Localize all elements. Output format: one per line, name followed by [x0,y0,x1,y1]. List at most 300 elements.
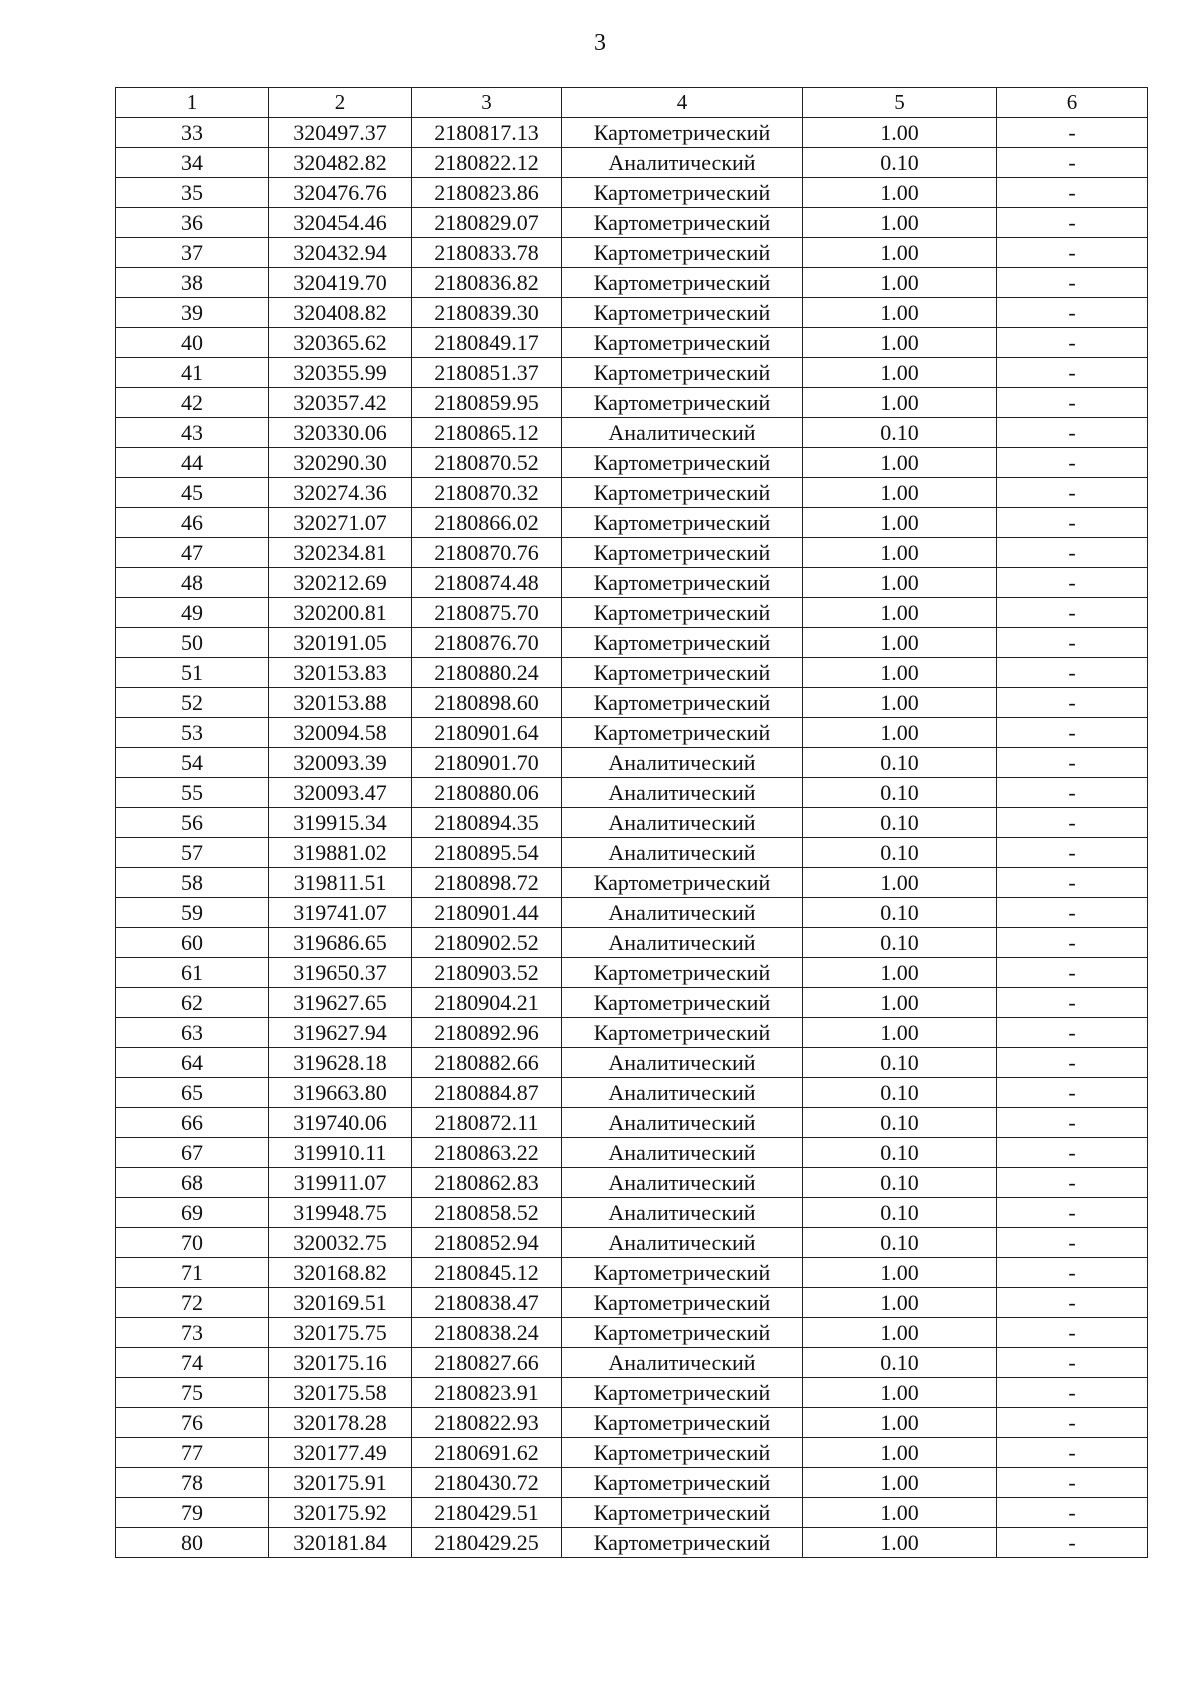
y-coordinate-cell: 2180884.87 [412,1078,562,1108]
method-cell: Аналитический [562,808,803,838]
y-coordinate-cell: 2180895.54 [412,838,562,868]
method-cell: Аналитический [562,898,803,928]
accuracy-cell: 1.00 [803,178,997,208]
table-row [116,928,1148,958]
method-cell: Картометрический [562,1498,803,1528]
accuracy-cell: 1.00 [803,568,997,598]
accuracy-cell: 1.00 [803,388,997,418]
table-row [116,598,1148,628]
table-row [116,1108,1148,1138]
x-coordinate-cell: 319650.37 [269,958,412,988]
y-coordinate-cell: 2180870.52 [412,448,562,478]
page-number: 3 [594,30,606,56]
method-cell: Картометрический [562,1018,803,1048]
note-cell: - [997,748,1148,778]
note-cell: - [997,898,1148,928]
y-coordinate-cell: 2180892.96 [412,1018,562,1048]
table-row [116,1378,1148,1408]
accuracy-cell: 1.00 [803,628,997,658]
y-coordinate-cell: 2180822.93 [412,1408,562,1438]
y-coordinate-cell: 2180822.12 [412,148,562,178]
accuracy-cell: 1.00 [803,238,997,268]
table-row [116,1288,1148,1318]
point-number-cell: 77 [116,1438,269,1468]
accuracy-cell: 1.00 [803,1438,997,1468]
x-coordinate-cell: 320175.58 [269,1378,412,1408]
point-number-cell: 46 [116,508,269,538]
accuracy-cell: 0.10 [803,808,997,838]
accuracy-cell: 0.10 [803,898,997,928]
table-row [116,688,1148,718]
y-coordinate-cell: 2180880.06 [412,778,562,808]
point-number-cell: 60 [116,928,269,958]
x-coordinate-cell: 319911.07 [269,1168,412,1198]
note-cell: - [997,958,1148,988]
y-coordinate-cell: 2180875.70 [412,598,562,628]
note-cell: - [997,298,1148,328]
note-cell: - [997,688,1148,718]
y-coordinate-cell: 2180882.66 [412,1048,562,1078]
y-coordinate-cell: 2180429.51 [412,1498,562,1528]
point-number-cell: 33 [116,118,269,148]
method-cell: Аналитический [562,1048,803,1078]
y-coordinate-cell: 2180874.48 [412,568,562,598]
table-row [116,538,1148,568]
y-coordinate-cell: 2180901.70 [412,748,562,778]
point-number-cell: 62 [116,988,269,1018]
note-cell: - [997,628,1148,658]
table-row [116,1498,1148,1528]
point-number-cell: 71 [116,1258,269,1288]
note-cell: - [997,1258,1148,1288]
column-header: 2 [269,88,412,118]
method-cell: Картометрический [562,1378,803,1408]
y-coordinate-cell: 2180901.64 [412,718,562,748]
method-cell: Аналитический [562,1078,803,1108]
note-cell: - [997,118,1148,148]
table-row [116,808,1148,838]
point-number-cell: 52 [116,688,269,718]
x-coordinate-cell: 320355.99 [269,358,412,388]
accuracy-cell: 1.00 [803,1468,997,1498]
note-cell: - [997,1228,1148,1258]
method-cell: Аналитический [562,1348,803,1378]
x-coordinate-cell: 320181.84 [269,1528,412,1558]
method-cell: Картометрический [562,208,803,238]
point-number-cell: 67 [116,1138,269,1168]
accuracy-cell: 1.00 [803,1528,997,1558]
table-row [116,838,1148,868]
method-cell: Картометрический [562,1258,803,1288]
method-cell: Картометрический [562,628,803,658]
y-coordinate-cell: 2180823.86 [412,178,562,208]
method-cell: Аналитический [562,778,803,808]
x-coordinate-cell: 320454.46 [269,208,412,238]
table-row [116,1168,1148,1198]
method-cell: Картометрический [562,358,803,388]
accuracy-cell: 0.10 [803,1198,997,1228]
note-cell: - [997,358,1148,388]
y-coordinate-cell: 2180838.24 [412,1318,562,1348]
note-cell: - [997,538,1148,568]
note-cell: - [997,658,1148,688]
point-number-cell: 43 [116,418,269,448]
accuracy-cell: 1.00 [803,1498,997,1528]
point-number-cell: 50 [116,628,269,658]
note-cell: - [997,238,1148,268]
note-cell: - [997,1108,1148,1138]
y-coordinate-cell: 2180902.52 [412,928,562,958]
accuracy-cell: 1.00 [803,1018,997,1048]
table-body [116,88,1148,1558]
x-coordinate-cell: 320274.36 [269,478,412,508]
method-cell: Картометрический [562,328,803,358]
method-cell: Картометрический [562,178,803,208]
point-number-cell: 64 [116,1048,269,1078]
point-number-cell: 44 [116,448,269,478]
note-cell: - [997,1498,1148,1528]
table-row [116,1318,1148,1348]
point-number-cell: 49 [116,598,269,628]
table-row [116,448,1148,478]
point-number-cell: 73 [116,1318,269,1348]
y-coordinate-cell: 2180827.66 [412,1348,562,1378]
method-cell: Аналитический [562,928,803,958]
x-coordinate-cell: 320175.92 [269,1498,412,1528]
y-coordinate-cell: 2180858.52 [412,1198,562,1228]
table-row [116,1018,1148,1048]
method-cell: Картометрический [562,868,803,898]
point-number-cell: 68 [116,1168,269,1198]
point-number-cell: 76 [116,1408,269,1438]
x-coordinate-cell: 320191.05 [269,628,412,658]
note-cell: - [997,1138,1148,1168]
table-row [116,268,1148,298]
accuracy-cell: 0.10 [803,148,997,178]
method-cell: Аналитический [562,1108,803,1138]
method-cell: Картометрический [562,658,803,688]
table-row [116,778,1148,808]
table-row [116,1348,1148,1378]
y-coordinate-cell: 2180833.78 [412,238,562,268]
note-cell: - [997,778,1148,808]
point-number-cell: 40 [116,328,269,358]
note-cell: - [997,328,1148,358]
note-cell: - [997,1288,1148,1318]
note-cell: - [997,988,1148,1018]
point-number-cell: 48 [116,568,269,598]
table-row [116,628,1148,658]
table-row [116,298,1148,328]
note-cell: - [997,808,1148,838]
column-header: 5 [803,88,997,118]
table-row [116,898,1148,928]
accuracy-cell: 1.00 [803,1288,997,1318]
note-cell: - [997,508,1148,538]
table-header-row [116,88,1148,118]
x-coordinate-cell: 320177.49 [269,1438,412,1468]
y-coordinate-cell: 2180817.13 [412,118,562,148]
method-cell: Аналитический [562,1168,803,1198]
point-number-cell: 56 [116,808,269,838]
accuracy-cell: 0.10 [803,1228,997,1258]
accuracy-cell: 1.00 [803,358,997,388]
method-cell: Картометрический [562,598,803,628]
table-row [116,238,1148,268]
method-cell: Аналитический [562,418,803,448]
accuracy-cell: 1.00 [803,1258,997,1288]
method-cell: Картометрический [562,1408,803,1438]
x-coordinate-cell: 320290.30 [269,448,412,478]
table-row [116,568,1148,598]
point-number-cell: 74 [116,1348,269,1378]
x-coordinate-cell: 320365.62 [269,328,412,358]
method-cell: Картометрический [562,1528,803,1558]
x-coordinate-cell: 320153.83 [269,658,412,688]
x-coordinate-cell: 320330.06 [269,418,412,448]
x-coordinate-cell: 319910.11 [269,1138,412,1168]
table-row [116,1258,1148,1288]
method-cell: Аналитический [562,748,803,778]
y-coordinate-cell: 2180430.72 [412,1468,562,1498]
x-coordinate-cell: 320175.75 [269,1318,412,1348]
x-coordinate-cell: 319915.34 [269,808,412,838]
y-coordinate-cell: 2180880.24 [412,658,562,688]
table-row [116,958,1148,988]
table-row [116,1468,1148,1498]
point-number-cell: 66 [116,1108,269,1138]
note-cell: - [997,1528,1148,1558]
method-cell: Картометрический [562,268,803,298]
point-number-cell: 65 [116,1078,269,1108]
method-cell: Аналитический [562,1228,803,1258]
method-cell: Картометрический [562,238,803,268]
x-coordinate-cell: 320234.81 [269,538,412,568]
table-row [116,868,1148,898]
x-coordinate-cell: 320357.42 [269,388,412,418]
point-number-cell: 58 [116,868,269,898]
y-coordinate-cell: 2180898.60 [412,688,562,718]
method-cell: Картометрический [562,118,803,148]
accuracy-cell: 0.10 [803,748,997,778]
accuracy-cell: 0.10 [803,1048,997,1078]
table-row [116,658,1148,688]
table-row [116,1438,1148,1468]
note-cell: - [997,178,1148,208]
accuracy-cell: 0.10 [803,1348,997,1378]
y-coordinate-cell: 2180903.52 [412,958,562,988]
note-cell: - [997,388,1148,418]
table-row [116,1408,1148,1438]
x-coordinate-cell: 320419.70 [269,268,412,298]
table-row [116,1198,1148,1228]
method-cell: Картометрический [562,688,803,718]
accuracy-cell: 1.00 [803,1318,997,1348]
note-cell: - [997,1048,1148,1078]
point-number-cell: 41 [116,358,269,388]
point-number-cell: 55 [116,778,269,808]
note-cell: - [997,418,1148,448]
x-coordinate-cell: 319628.18 [269,1048,412,1078]
x-coordinate-cell: 320476.76 [269,178,412,208]
x-coordinate-cell: 320482.82 [269,148,412,178]
note-cell: - [997,568,1148,598]
method-cell: Картометрический [562,1288,803,1318]
method-cell: Картометрический [562,478,803,508]
table-row [116,388,1148,418]
table-row [116,478,1148,508]
x-coordinate-cell: 320032.75 [269,1228,412,1258]
x-coordinate-cell: 319686.65 [269,928,412,958]
note-cell: - [997,478,1148,508]
y-coordinate-cell: 2180870.32 [412,478,562,508]
x-coordinate-cell: 320408.82 [269,298,412,328]
note-cell: - [997,448,1148,478]
table-row [116,1048,1148,1078]
y-coordinate-cell: 2180901.44 [412,898,562,928]
accuracy-cell: 1.00 [803,688,997,718]
point-number-cell: 34 [116,148,269,178]
accuracy-cell: 0.10 [803,928,997,958]
accuracy-cell: 1.00 [803,208,997,238]
point-number-cell: 75 [116,1378,269,1408]
table-row [116,208,1148,238]
table-row [116,1528,1148,1558]
accuracy-cell: 1.00 [803,448,997,478]
note-cell: - [997,1348,1148,1378]
y-coordinate-cell: 2180870.76 [412,538,562,568]
point-number-cell: 39 [116,298,269,328]
x-coordinate-cell: 320093.47 [269,778,412,808]
y-coordinate-cell: 2180904.21 [412,988,562,1018]
point-number-cell: 80 [116,1528,269,1558]
table-row [116,1228,1148,1258]
table-row [116,118,1148,148]
table-row [116,748,1148,778]
x-coordinate-cell: 320271.07 [269,508,412,538]
x-coordinate-cell: 320169.51 [269,1288,412,1318]
point-number-cell: 35 [116,178,269,208]
x-coordinate-cell: 319811.51 [269,868,412,898]
x-coordinate-cell: 320212.69 [269,568,412,598]
y-coordinate-cell: 2180872.11 [412,1108,562,1138]
note-cell: - [997,1078,1148,1108]
table-row [116,1138,1148,1168]
table-row [116,358,1148,388]
x-coordinate-cell: 320178.28 [269,1408,412,1438]
y-coordinate-cell: 2180862.83 [412,1168,562,1198]
x-coordinate-cell: 319627.94 [269,1018,412,1048]
point-number-cell: 47 [116,538,269,568]
point-number-cell: 63 [116,1018,269,1048]
method-cell: Картометрический [562,388,803,418]
y-coordinate-cell: 2180898.72 [412,868,562,898]
table-row [116,418,1148,448]
accuracy-cell: 1.00 [803,988,997,1018]
table-row [116,718,1148,748]
column-header: 3 [412,88,562,118]
table-row [116,178,1148,208]
method-cell: Картометрический [562,508,803,538]
y-coordinate-cell: 2180829.07 [412,208,562,238]
point-number-cell: 37 [116,238,269,268]
column-header: 1 [116,88,269,118]
method-cell: Картометрический [562,538,803,568]
point-number-cell: 70 [116,1228,269,1258]
note-cell: - [997,268,1148,298]
table-row [116,988,1148,1018]
note-cell: - [997,1468,1148,1498]
point-number-cell: 54 [116,748,269,778]
point-number-cell: 51 [116,658,269,688]
point-number-cell: 72 [116,1288,269,1318]
accuracy-cell: 0.10 [803,778,997,808]
point-number-cell: 53 [116,718,269,748]
method-cell: Картометрический [562,958,803,988]
note-cell: - [997,1318,1148,1348]
method-cell: Аналитический [562,838,803,868]
method-cell: Аналитический [562,1198,803,1228]
accuracy-cell: 0.10 [803,1108,997,1138]
method-cell: Картометрический [562,1468,803,1498]
table-row [116,508,1148,538]
y-coordinate-cell: 2180894.35 [412,808,562,838]
method-cell: Картометрический [562,1438,803,1468]
x-coordinate-cell: 319663.80 [269,1078,412,1108]
y-coordinate-cell: 2180836.82 [412,268,562,298]
table-row [116,1078,1148,1108]
method-cell: Аналитический [562,148,803,178]
accuracy-cell: 1.00 [803,658,997,688]
y-coordinate-cell: 2180865.12 [412,418,562,448]
point-number-cell: 42 [116,388,269,418]
note-cell: - [997,1408,1148,1438]
x-coordinate-cell: 319627.65 [269,988,412,1018]
point-number-cell: 45 [116,478,269,508]
method-cell: Картометрический [562,1318,803,1348]
method-cell: Картометрический [562,718,803,748]
note-cell: - [997,1438,1148,1468]
accuracy-cell: 1.00 [803,598,997,628]
coordinates-table [115,87,1148,1558]
accuracy-cell: 0.10 [803,1168,997,1198]
accuracy-cell: 1.00 [803,1408,997,1438]
y-coordinate-cell: 2180845.12 [412,1258,562,1288]
point-number-cell: 79 [116,1498,269,1528]
accuracy-cell: 1.00 [803,958,997,988]
point-number-cell: 69 [116,1198,269,1228]
note-cell: - [997,718,1148,748]
note-cell: - [997,208,1148,238]
accuracy-cell: 0.10 [803,418,997,448]
table-row [116,148,1148,178]
accuracy-cell: 0.10 [803,1078,997,1108]
point-number-cell: 57 [116,838,269,868]
y-coordinate-cell: 2180429.25 [412,1528,562,1558]
accuracy-cell: 1.00 [803,718,997,748]
x-coordinate-cell: 320175.16 [269,1348,412,1378]
point-number-cell: 61 [116,958,269,988]
method-cell: Картометрический [562,298,803,328]
x-coordinate-cell: 320153.88 [269,688,412,718]
table-row [116,328,1148,358]
method-cell: Картометрический [562,568,803,598]
note-cell: - [997,1168,1148,1198]
y-coordinate-cell: 2180876.70 [412,628,562,658]
point-number-cell: 78 [116,1468,269,1498]
note-cell: - [997,1198,1148,1228]
accuracy-cell: 1.00 [803,508,997,538]
